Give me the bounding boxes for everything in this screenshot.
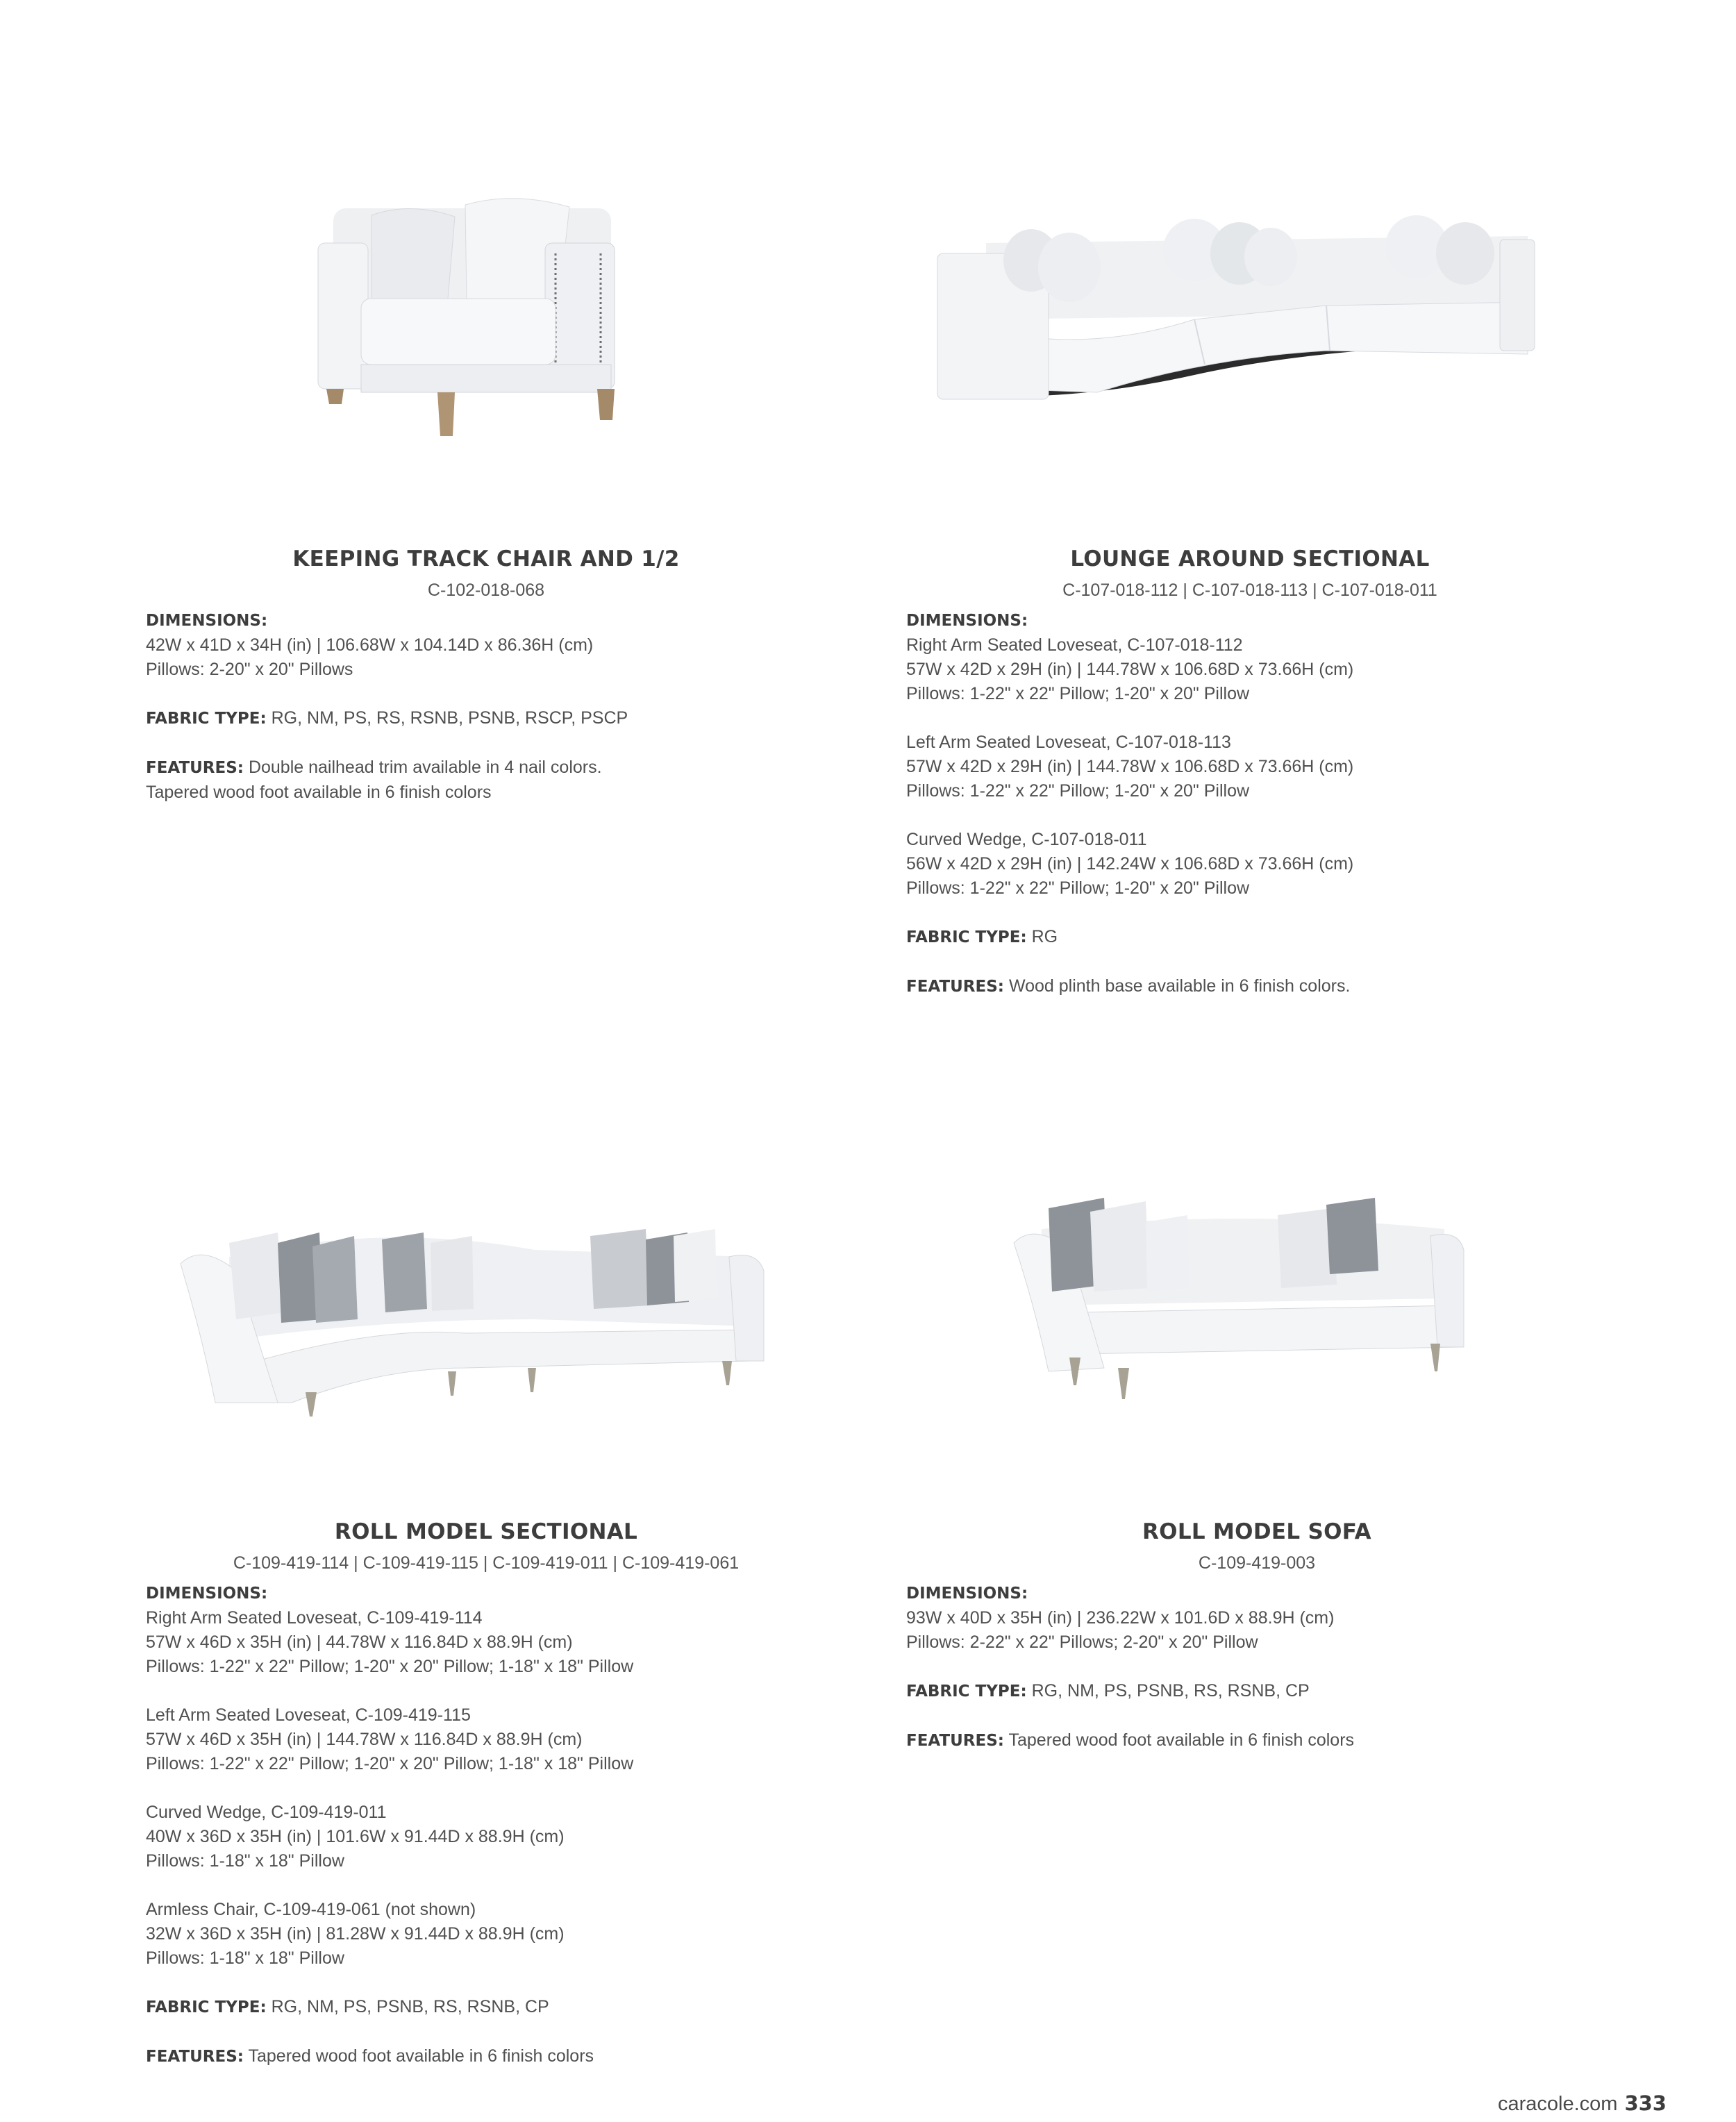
variant-dimensions: 56W x 42D x 29H (in) | 142.24W x 106.68D x 73.66H (cm)	[906, 854, 1354, 874]
product-codes: C-102-018-068	[427, 580, 545, 600]
product-title: ROLL MODEL SOFA	[1142, 1519, 1371, 1544]
lounge-around-sectional-image	[930, 201, 1542, 410]
variant-pillows: Pillows: 1-18" x 18" Pillow	[146, 1948, 344, 1968]
fabric-type-value: RG, NM, PS, PSNB, RS, RSNB, CP	[1026, 1681, 1310, 1701]
product-codes: C-109-419-114 | C-109-419-115 | C-109-419-011 | C-109-419-061	[233, 1553, 740, 1573]
variant-pillows: Pillows: 1-18" x 18" Pillow	[146, 1851, 344, 1871]
fabric-type-label: FABRIC TYPE:	[906, 1682, 1027, 1701]
fabric-type-value: RG, NM, PS, PSNB, RS, RSNB, CP	[266, 1997, 549, 2016]
dimension-line: Pillows: 2-20" x 20" Pillows	[146, 660, 353, 679]
product-title: ROLL MODEL SECTIONAL	[334, 1519, 638, 1544]
keeping-track-chair-image	[306, 187, 639, 444]
variant-pillows: Pillows: 1-22" x 22" Pillow; 1-20" x 20" Pillow; 1-18" x 18" Pillow	[146, 1657, 634, 1676]
variant-dimensions: 40W x 36D x 35H (in) | 101.6W x 91.44D x 88.9H (cm)	[146, 1827, 565, 1846]
features-value: Tapered wood foot available in 6 finish colors	[244, 2046, 594, 2066]
site-link[interactable]: caracole.com	[1497, 2093, 1618, 2115]
features-label: FEATURES:	[146, 2048, 244, 2066]
dimension-line: 93W x 40D x 35H (in) | 236.22W x 101.6D x 88.9H (cm)	[906, 1608, 1335, 1628]
dimensions-label: DIMENSIONS:	[146, 1585, 268, 1603]
variant-name: Curved Wedge, C-109-419-011	[146, 1803, 387, 1822]
product-codes: C-107-018-112 | C-107-018-113 | C-107-018-011	[1062, 580, 1437, 600]
features-row	[146, 755, 628, 780]
fabric-type-row	[146, 706, 628, 731]
product-details	[146, 1582, 633, 2069]
features-row	[906, 974, 1353, 999]
dimensions-label: DIMENSIONS:	[906, 1585, 1028, 1603]
features-value: Double nailhead trim available in 4 nail colors.	[244, 758, 602, 777]
dimensions-label: DIMENSIONS:	[906, 612, 1028, 630]
variant-name: Right Arm Seated Loveseat, C-109-419-114	[146, 1608, 483, 1628]
features-label: FEATURES:	[906, 1732, 1004, 1750]
variant-dimensions: 57W x 46D x 35H (in) | 144.78W x 116.84D x 88.9H (cm)	[146, 1730, 583, 1749]
fabric-type-row	[146, 1995, 633, 2020]
roll-model-sectional-image	[174, 1194, 771, 1417]
fabric-type-value: RG, NM, PS, RS, RSNB, PSNB, RSCP, PSCP	[266, 708, 628, 728]
variant-name: Right Arm Seated Loveseat, C-107-018-112	[906, 635, 1243, 655]
fabric-type-value: RG	[1026, 927, 1058, 946]
variant-dimensions: 57W x 46D x 35H (in) | 44.78W x 116.84D x 88.9H (cm)	[146, 1632, 573, 1652]
product-details	[146, 609, 628, 805]
product-title: LOUNGE AROUND SECTIONAL	[1070, 546, 1430, 571]
features-row	[146, 2044, 633, 2069]
roll-model-sofa-image	[1000, 1167, 1472, 1403]
fabric-type-label: FABRIC TYPE:	[146, 710, 267, 728]
product-title: KEEPING TRACK CHAIR AND 1/2	[292, 546, 680, 571]
variant-name: Left Arm Seated Loveseat, C-109-419-115	[146, 1705, 471, 1725]
variant-pillows: Pillows: 1-22" x 22" Pillow; 1-20" x 20" Pillow	[906, 878, 1250, 898]
fabric-type-label: FABRIC TYPE:	[906, 928, 1027, 946]
product-codes: C-109-419-003	[1198, 1553, 1316, 1573]
dimension-line: Pillows: 2-22" x 22" Pillows; 2-20" x 20" Pillow	[906, 1632, 1258, 1652]
page-footer	[1498, 2091, 1667, 2116]
variant-name: Curved Wedge, C-107-018-011	[906, 830, 1147, 849]
features-label: FEATURES:	[146, 759, 244, 777]
product-details	[906, 1582, 1354, 1753]
variant-name: Armless Chair, C-109-419-061 (not shown)	[146, 1900, 476, 1919]
features-value-line-2: Tapered wood foot available in 6 finish colors	[146, 783, 492, 802]
dimension-line: 42W x 41D x 34H (in) | 106.68W x 104.14D x 86.36H (cm)	[146, 635, 594, 655]
fabric-type-row	[906, 925, 1353, 950]
features-label: FEATURES:	[906, 978, 1004, 996]
features-row	[906, 1728, 1354, 1753]
variant-pillows: Pillows: 1-22" x 22" Pillow; 1-20" x 20" Pillow	[906, 684, 1250, 703]
fabric-type-row	[906, 1679, 1354, 1704]
variant-dimensions: 57W x 42D x 29H (in) | 144.78W x 106.68D x 73.66H (cm)	[906, 660, 1354, 679]
features-value: Tapered wood foot available in 6 finish colors	[1004, 1730, 1355, 1750]
product-details	[906, 609, 1353, 999]
variant-name: Left Arm Seated Loveseat, C-107-018-113	[906, 733, 1231, 752]
variant-dimensions: 32W x 36D x 35H (in) | 81.28W x 91.44D x 88.9H (cm)	[146, 1924, 565, 1944]
variant-dimensions: 57W x 42D x 29H (in) | 144.78W x 106.68D x 73.66H (cm)	[906, 757, 1354, 776]
variant-pillows: Pillows: 1-22" x 22" Pillow; 1-20" x 20" Pillow; 1-18" x 18" Pillow	[146, 1754, 634, 1773]
fabric-type-label: FABRIC TYPE:	[146, 1998, 267, 2016]
dimensions-label: DIMENSIONS:	[146, 612, 268, 630]
features-value: Wood plinth base available in 6 finish colors.	[1004, 976, 1351, 996]
page-number: 333	[1624, 2091, 1667, 2115]
variant-pillows: Pillows: 1-22" x 22" Pillow; 1-20" x 20" Pillow	[906, 781, 1250, 801]
